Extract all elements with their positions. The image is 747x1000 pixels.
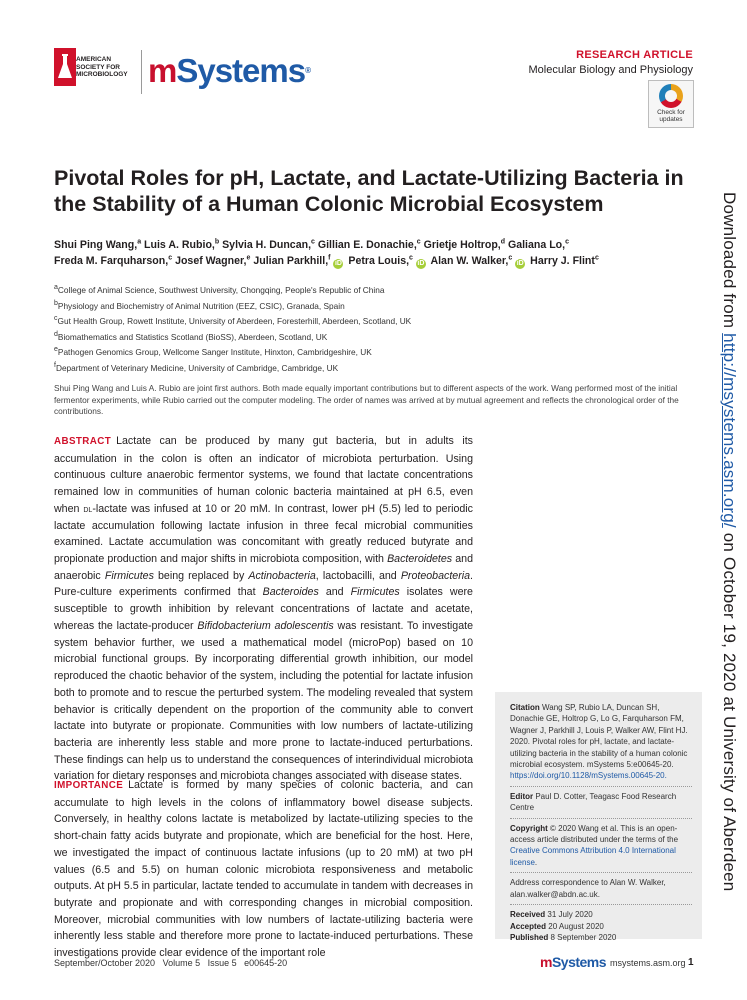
- author-name: Luis A. Rubio,: [144, 239, 215, 251]
- logo-divider: [141, 50, 142, 94]
- abstract-segment: and anaerobic: [54, 553, 473, 582]
- author-name: Grietje Holtrop,: [423, 239, 501, 251]
- author-name: Julian Parkhill,: [253, 255, 329, 267]
- abstract-segment: Proteobacteria: [400, 569, 471, 582]
- article-type: RESEARCH ARTICLE: [576, 49, 693, 61]
- author-name: Galiana Lo,: [507, 239, 566, 251]
- author-name: Sylvia H. Duncan,: [222, 239, 312, 251]
- abstract-body: [54, 435, 473, 782]
- abstract: [54, 433, 473, 785]
- author-name: Alan W. Walker,: [430, 255, 509, 267]
- affiliation-item: [54, 345, 654, 361]
- abstract-segment: isolates were susceptible to growth inhibition by relevant concentrations of lactate and acetate, whereas the lactate-producer: [54, 586, 473, 632]
- affiliation-marker: f: [54, 362, 56, 370]
- check-for-updates-button[interactable]: Check for updates: [648, 80, 694, 128]
- author-affiliation-marker: d: [500, 238, 506, 246]
- correspondence-block: Address correspondence to Alan W. Walker, alan.walker@abdn.ac.uk.: [510, 877, 692, 905]
- orcid-icon[interactable]: iD: [417, 260, 425, 267]
- affiliation-item: [54, 299, 654, 315]
- author-affiliation-marker: c: [594, 254, 599, 262]
- affiliation-marker: b: [54, 299, 58, 307]
- author-affiliation-marker: c: [311, 238, 315, 246]
- orcid-icon[interactable]: iD: [334, 260, 342, 267]
- orcid-icon[interactable]: iD: [516, 260, 524, 267]
- author-affiliation-marker: c: [508, 254, 513, 262]
- author-affiliation-marker: b: [214, 238, 220, 246]
- affiliation-text: Biomathematics and Statistics Scotland (BioSS), Aberdeen, Scotland, UK: [57, 331, 328, 342]
- author-affiliation-marker: c: [168, 254, 173, 262]
- article-info-sidebar: [495, 692, 702, 942]
- affiliation-marker: a: [54, 284, 58, 292]
- download-source-link[interactable]: http://msystems.asm.org/: [720, 333, 739, 528]
- abstract-label: ABSTRACT: [54, 436, 112, 447]
- abstract-segment: Bifidobacterium adolescentis: [197, 619, 334, 632]
- affiliation-text: Pathogen Genomics Group, Wellcome Sanger Institute, Hinxton, Cambridgeshire, UK: [57, 347, 372, 358]
- affiliation-text: Physiology and Biochemistry of Animal Nutrition (EEZ, CSIC), Granada, Spain: [57, 300, 345, 311]
- author-name: Josef Wagner,: [175, 255, 247, 267]
- copyright-block: Copyright © 2020 Wang et al. This is an open-access article distributed under the terms of the Creative Commons Attribution 4.0 International license.: [510, 823, 692, 874]
- author-name: Gillian E. Donachie,: [317, 239, 417, 251]
- article-section: Molecular Biology and Physiology: [528, 64, 693, 76]
- abstract-segment: -lactate was infused at 10 or 20 mM. In contrast, lower pH (5.5) led to periodic lactate accumulation following lactate infusion in three fecal microbial communities examined. Lactate accumulation was concomitant with greatly reduced butyrate and propionate production and major shifts in microbiota composition, with: [54, 502, 473, 566]
- issue-info: September/October 2020 Volume 5 Issue 5 e00645-20: [54, 958, 288, 968]
- importance: [54, 777, 473, 962]
- abstract-segment: and: [318, 586, 351, 599]
- author-name: Harry J. Flint: [530, 255, 595, 267]
- author-affiliation-marker: c: [565, 238, 569, 246]
- author-name: Shui Ping Wang,: [54, 239, 138, 251]
- page-number: 1: [688, 957, 694, 968]
- abstract-segment: being replaced by: [153, 569, 249, 582]
- importance-body: Lactate is formed by many species of colonic bacteria, and can accumulate to high levels in the colons of inflammatory bowel disease subjects. Conversely, in healthy colons lactate is metabolized by lactate-utilizing species to the short-chain fatty acids butyrate and propionate, which are beneficial for the host. Here, we investigated the impact of continuous lactate infusions (up to 20 mM) at two pH values (6.5 and 5.5) on human colonic microbiota responsiveness and metabolic outputs. At pH 5.5 in particular, lactate tended to accumulate in tandem with decreases in butyrate and propionate and with corresponding changes in microbial composition. Moreover, microbial communities with low numbers of lactate-utilizing bacteria were inherently less stable and therefore more prone to lactate-induced perturbations. These investigations provide clear evidence of the important role: [54, 779, 473, 960]
- importance-label: IMPORTANCE: [54, 780, 124, 791]
- abstract-segment: Firmicutes: [350, 586, 400, 599]
- affiliation-text: Department of Veterinary Medicine, University of Cambridge, Cambridge, UK: [55, 362, 339, 373]
- affiliation-marker: e: [54, 346, 58, 354]
- affiliation-text: Gut Health Group, Rowett Institute, University of Aberdeen, Foresterhill, Aberdeen, Scotland, UK: [57, 316, 412, 327]
- affiliations: [54, 283, 654, 377]
- affiliation-marker: c: [54, 315, 58, 323]
- affiliation-item: [54, 283, 654, 299]
- affiliation-item: [54, 361, 654, 377]
- abstract-segment: . Pure-culture experiments confirmed that: [54, 569, 474, 599]
- doi-link[interactable]: https://doi.org/10.1128/mSystems.00645-20.: [510, 771, 667, 781]
- author-affiliation-marker: f: [328, 254, 331, 262]
- crossmark-icon: [659, 84, 683, 108]
- abstract-segment: Firmicutes: [104, 569, 154, 582]
- license-link[interactable]: Creative Commons Attribution 4.0 International license: [510, 846, 676, 867]
- asm-flask-icon: [54, 48, 76, 86]
- affiliation-text: College of Animal Science, Southwest University, Chongqing, People's Republic of China: [57, 285, 385, 295]
- abstract-segment: dl: [83, 502, 93, 515]
- author-name: Freda M. Farquharson,: [54, 255, 169, 267]
- abstract-segment: Actinobacteria: [248, 569, 316, 582]
- download-note: Downloaded from http://msystems.asm.org/ on October 19, 2020 at University of Aberdeen: [720, 192, 739, 892]
- article-title: Pivotal Roles for pH, Lactate, and Lactate-Utilizing Bacteria in the Stability of a Human Colonic Microbial Ecosystem: [54, 166, 684, 216]
- author-affiliation-marker: e: [246, 254, 251, 262]
- asm-society-name: AMERICAN SOCIETY FOR MICROBIOLOGY: [76, 56, 128, 78]
- affiliation-marker: d: [54, 331, 58, 339]
- abstract-segment: Bacteroidetes: [387, 553, 453, 566]
- affiliation-item: [54, 314, 654, 330]
- author-note: Shui Ping Wang and Luis A. Rubio are joint first authors. Both made equally important contributions but to different aspects of the work. Wang performed most of the initial fermentor experiments, while Rubio carried out the computer modeling. The order of names was arrived at by mutual agreement and reflects the chronological order of the contributions.: [54, 383, 679, 416]
- dates-block: Received 31 July 2020 Accepted 20 August 2020 Published 8 September 2020: [510, 910, 617, 942]
- editor-block: Editor Paul D. Cotter, Teagasc Food Research Centre: [510, 791, 692, 819]
- abstract-segment: , lactobacilli, and: [315, 569, 401, 582]
- citation-block: Citation Wang SP, Rubio LA, Duncan SH, Donachie GE, Holtrop G, Lo G, Farquharson FM, Wagner J, Parkhill J, Louis P, Walker AW, Flint HJ. 2020. Pivotal roles for pH, lactate, and lactate-utilizing bacteria in the stability of a human colonic microbial ecosystem. mSystems 5:e00645-20. https://doi.org/10.1128/mSystems.00645-20.: [510, 702, 692, 787]
- msystems-logo[interactable]: mSystems®: [148, 52, 311, 89]
- author-name: Petra Louis,: [348, 255, 410, 267]
- abstract-segment: was resistant. To investigate system behavior further, we used a mathematical model (microPop) based on 10 microbial functional groups. By incorporating differential growth inhibition, our model reproduced the chaotic behavior of the system, including the potential for lactate infusion both to promote and to rescue the perturbed system. The modeling revealed that system behavior is critically dependent on the proportion of the community able to convert lactate into butyrate or propionate. Communities with low numbers of lactate-utilizing bacteria are inherently less stable and more prone to lactate-induced perturbations. These findings can help us to understand the consequences of interindividual microbiota variation for dietary responses and microbiota changes associated with disease states.: [54, 619, 473, 783]
- abstract-segment: Bacteroides: [262, 586, 319, 599]
- footer-msystems-logo: mSystems: [540, 954, 607, 970]
- author-affiliation-marker: c: [409, 254, 413, 262]
- affiliation-item: [54, 330, 654, 346]
- author-list: [54, 237, 694, 269]
- author-affiliation-marker: a: [137, 238, 142, 246]
- abstract-segment: Lactate can be produced by many gut bacteria, but in adults its accumulation in the colon is often an indicator of microbiota perturbation. Using continuous culture anaerobic fermentor systems, we found that lactate concentrations remained low in communities of human colonic bacteria maintained at pH 6.5, even when: [54, 435, 473, 515]
- author-affiliation-marker: c: [416, 238, 421, 246]
- journal-url-link[interactable]: msystems.asm.org: [610, 958, 686, 968]
